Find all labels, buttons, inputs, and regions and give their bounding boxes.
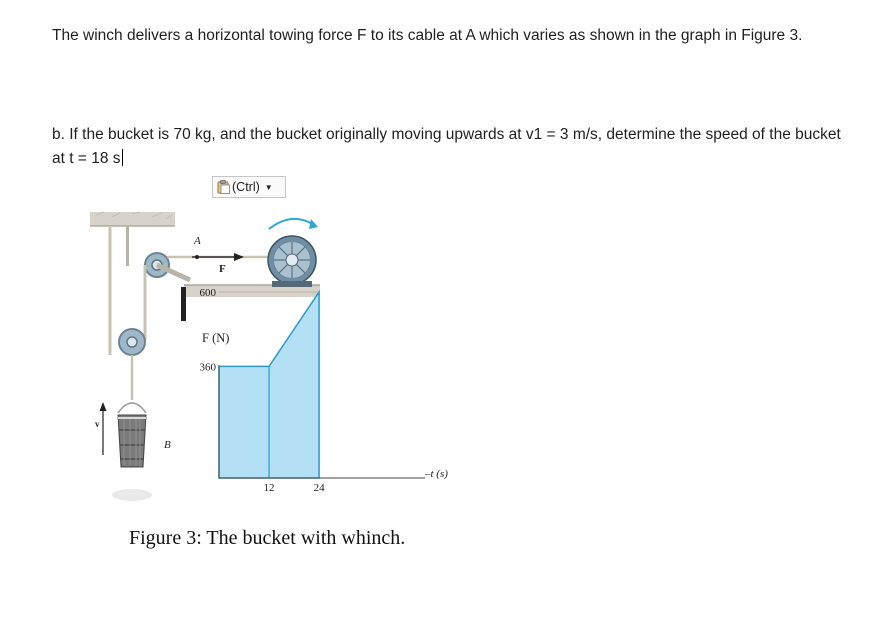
problem-intro-text: The winch delivers a horizontal towing force F to its cable at A which varies as shown in the graph in Figure 3.: [52, 27, 803, 44]
bucket-winch-figure: [82, 205, 462, 505]
chevron-down-icon: ▼: [264, 182, 273, 192]
problem-part-b-content: b. If the bucket is 70 kg, and the bucket originally moving upwards at v1 = 3 m/s, determine the speed of the bucket at t = 18 s: [52, 126, 841, 167]
bucket: [112, 403, 152, 501]
x-axis-label: –t (s): [425, 468, 448, 480]
text-cursor: [122, 149, 123, 166]
velocity-arrow: [100, 402, 107, 455]
paste-options-button[interactable]: [212, 176, 286, 198]
clipboard-icon: [217, 180, 230, 194]
bucket-label: B: [164, 439, 171, 451]
ceiling-support: [90, 212, 175, 226]
point-a-label: A: [194, 235, 201, 247]
velocity-label: v: [95, 419, 100, 429]
y-axis-label: F (N): [202, 331, 230, 345]
y-tick-label: 360: [199, 361, 216, 374]
winch: [268, 236, 316, 287]
force-time-chart: [200, 287, 449, 494]
x-axis-label-text: t (s): [430, 468, 448, 480]
problem-part-b-text: [52, 123, 852, 171]
figure-caption: Figure 3: The bucket with whinch.: [129, 527, 406, 549]
force-label: F: [219, 263, 226, 275]
y-tick-label: 600: [199, 287, 216, 299]
x-tick-label: 12: [263, 482, 275, 494]
rotation-arrow: [269, 219, 318, 229]
support-rod: [126, 226, 129, 266]
cable-and-force: [167, 253, 278, 261]
paste-options-label: (Ctrl): [232, 180, 260, 194]
lower-pulley: [119, 329, 145, 400]
x-tick-label: 24: [313, 482, 325, 494]
